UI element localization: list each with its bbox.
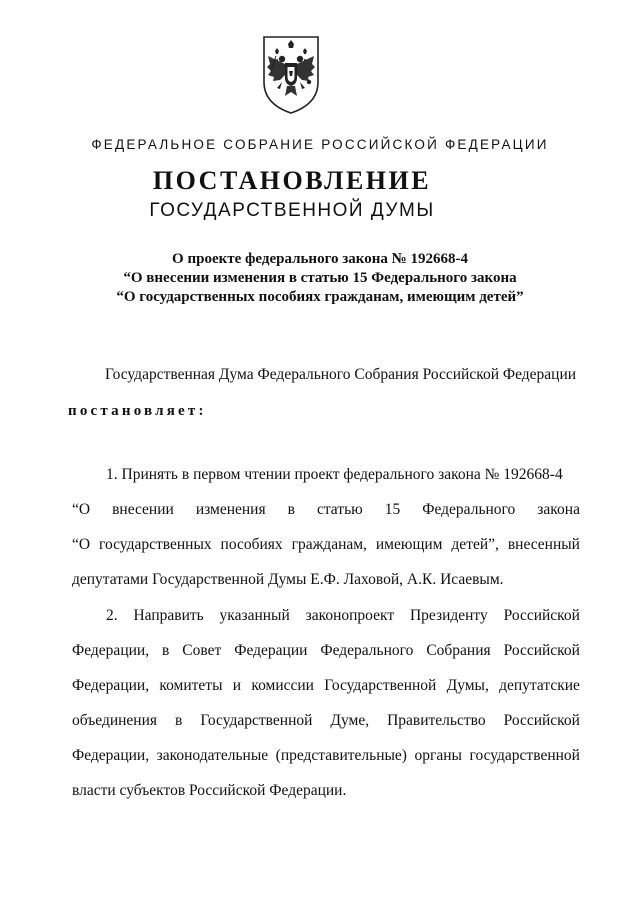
word: депутатские bbox=[499, 677, 580, 694]
word: Федерации bbox=[234, 642, 308, 659]
word: Правительство bbox=[387, 712, 486, 729]
word: Думы, bbox=[446, 677, 489, 694]
russian-coat-of-arms-icon bbox=[258, 34, 324, 116]
paragraph-line bbox=[72, 639, 580, 674]
word: Российской bbox=[503, 642, 580, 659]
word: изменения bbox=[195, 501, 266, 518]
word: Государственной bbox=[200, 712, 313, 729]
word: комиссии bbox=[251, 677, 314, 694]
word: пособиях bbox=[220, 536, 283, 553]
word: государственных bbox=[99, 536, 212, 553]
word: 2. bbox=[106, 607, 118, 624]
word: объединения bbox=[72, 712, 158, 729]
document-type-title: ПОСТАНОВЛЕНИЕ bbox=[152, 166, 432, 195]
paragraph-1 bbox=[72, 463, 580, 603]
word: Направить bbox=[133, 607, 204, 624]
word: органы bbox=[414, 747, 462, 764]
paragraph-line bbox=[72, 674, 580, 709]
word: внесении bbox=[112, 501, 174, 518]
preamble: Государственная Дума Федерального Собрания Российской Федерации bbox=[105, 366, 577, 383]
subject-line: О проекте федерального закона № 192668-4 bbox=[172, 251, 468, 267]
word: Российской bbox=[503, 712, 580, 729]
paragraph-line: власти субъектов Российской Федерации. bbox=[72, 782, 347, 799]
word: и bbox=[232, 677, 242, 694]
word: закона bbox=[537, 501, 580, 518]
paragraph-line: 1. Принять в первом чтении проект федерального закона № 192668-4 bbox=[106, 466, 563, 483]
word: законодательные bbox=[156, 747, 269, 764]
word: Федерации, bbox=[72, 747, 150, 764]
word: Совет bbox=[182, 642, 222, 659]
word: Федерации, bbox=[72, 677, 150, 694]
word: Федерального bbox=[422, 501, 516, 518]
word: “О bbox=[72, 536, 91, 553]
word: в bbox=[287, 501, 295, 518]
paragraph-line: депутатами Государственной Думы Е.Ф. Лаховой, А.К. Исаевым. bbox=[72, 571, 504, 588]
word: в bbox=[162, 642, 170, 659]
word: Собрания bbox=[426, 642, 491, 659]
word: гражданам, bbox=[291, 536, 367, 553]
assembly-header: ФЕДЕРАЛЬНОЕ СОБРАНИЕ РОССИЙСКОЙ ФЕДЕРАЦИИ bbox=[91, 137, 549, 152]
word: 15 bbox=[384, 501, 401, 518]
word: Думе, bbox=[330, 712, 370, 729]
paragraph-line bbox=[72, 604, 580, 639]
paragraph-line bbox=[72, 709, 580, 744]
word: указанный bbox=[219, 607, 290, 624]
subject-line: “О государственных пособиях гражданам, имеющим детей” bbox=[116, 289, 524, 305]
word: внесенный bbox=[507, 536, 580, 553]
word: детей”, bbox=[451, 536, 499, 553]
word: Президенту bbox=[409, 607, 488, 624]
paragraph-2 bbox=[72, 604, 580, 814]
word: законопроект bbox=[305, 607, 395, 624]
word: (представительные) bbox=[275, 747, 407, 764]
resolves-word: постановляет: bbox=[68, 403, 207, 419]
paragraph-line bbox=[72, 744, 580, 779]
paragraph-line bbox=[72, 498, 580, 533]
word: в bbox=[175, 712, 183, 729]
word: комитеты bbox=[159, 677, 223, 694]
word: статью bbox=[316, 501, 363, 518]
word: Государственной bbox=[324, 677, 437, 694]
word: Федерации, bbox=[72, 642, 150, 659]
subject-line: “О внесении изменения в статью 15 Федерального закона bbox=[123, 270, 517, 286]
paragraph-line bbox=[72, 533, 580, 568]
word: государственной bbox=[469, 747, 580, 764]
word: “О bbox=[72, 501, 91, 518]
resolution-subject bbox=[0, 250, 640, 307]
word: Федерального bbox=[320, 642, 414, 659]
word: Российской bbox=[503, 607, 580, 624]
document-issuer: ГОСУДАРСТВЕННОЙ ДУМЫ bbox=[149, 200, 435, 221]
word: имеющим bbox=[375, 536, 443, 553]
